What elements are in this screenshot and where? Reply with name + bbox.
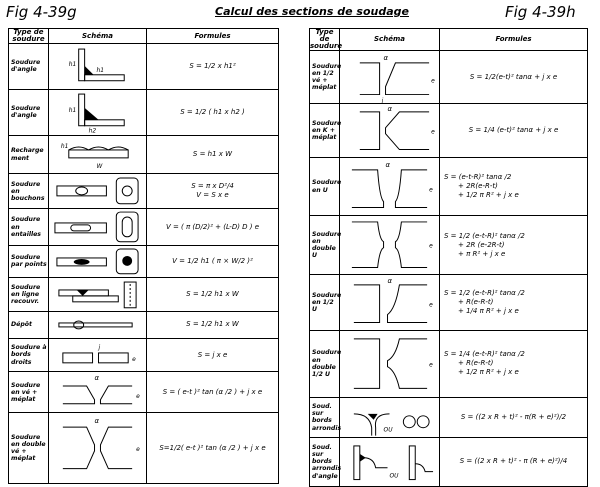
- weld-schema: [49, 44, 147, 90]
- weld-formula: S = 1/2 x h1²: [147, 44, 279, 90]
- spot-weld-diagram: [49, 246, 146, 277]
- table-row: [310, 104, 588, 157]
- svg-text:α: α: [383, 53, 389, 62]
- fillet-weld-diagram: [49, 44, 146, 89]
- weld-schema: [49, 372, 147, 413]
- svg-text:e: e: [136, 446, 140, 454]
- weld-type: Soudure en 1/2 U: [310, 274, 340, 330]
- table-row: [9, 44, 279, 90]
- svg-text:W: W: [96, 162, 103, 170]
- table-row: [310, 157, 588, 215]
- square-butt-weld-diagram: [49, 339, 146, 372]
- svg-text:h1: h1: [60, 142, 69, 150]
- table-row: [9, 135, 279, 174]
- svg-text:e: e: [429, 243, 433, 251]
- svg-text:h1: h1: [68, 106, 77, 114]
- table-header-row: [310, 29, 588, 51]
- weld-schema: [340, 216, 440, 274]
- weld-formula: S = h1 x W: [147, 135, 279, 174]
- fillet-weld-unequal-diagram: [49, 90, 146, 135]
- svg-text:j: j: [98, 343, 101, 351]
- half-v-groove-weld-diagram: [340, 51, 439, 103]
- weld-schema: [340, 274, 440, 330]
- weld-schema: [49, 413, 147, 484]
- weld-formula: S = j x e: [147, 338, 279, 372]
- weld-type: Soudure à bords droits: [9, 338, 49, 372]
- svg-text:e: e: [431, 77, 435, 85]
- table-row: [9, 311, 279, 338]
- table-row: [310, 274, 588, 330]
- flare-corner-weld-diagram: [340, 438, 439, 486]
- table-row: [310, 331, 588, 397]
- weld-schema: [340, 438, 440, 487]
- column-header-schema: Schéma: [49, 29, 147, 44]
- svg-text:j: j: [381, 97, 384, 104]
- weld-schema: [340, 331, 440, 397]
- weld-formula: S = 1/4 (e-t-R)² tanα /2 + R(e-R-t) + 1/2 π R² + j x e: [440, 331, 588, 397]
- weld-type: Soudure en 1/2 vé + méplat: [310, 51, 340, 104]
- weld-schema: [340, 51, 440, 104]
- weld-type: Soudure en entailles: [9, 209, 49, 246]
- svg-text:e: e: [431, 129, 435, 137]
- svg-text:e: e: [429, 186, 433, 194]
- column-header-formulas: Formules: [147, 29, 279, 44]
- double-v-groove-weld-diagram: [49, 413, 146, 483]
- weld-schema: [49, 135, 147, 174]
- svg-text:e: e: [429, 361, 433, 369]
- weld-formula: S = 1/2 (e-t-R)² tanα /2 + 2R (e-2R-t) + π R² + j x e: [440, 216, 588, 274]
- weld-schema: [49, 246, 147, 278]
- half-u-groove-weld-diagram: [340, 275, 439, 330]
- weld-type: Soudure en bouchons: [9, 174, 49, 209]
- weld-schema: [49, 89, 147, 135]
- column-header-schema: Schéma: [340, 29, 440, 51]
- weld-formula: S = ((2 x R + t)² - π (R + e)²)/4: [440, 438, 588, 487]
- weld-type: Soudure en double vé + méplat: [9, 413, 49, 484]
- flare-weld-diagram: [340, 398, 439, 438]
- table-row: [9, 372, 279, 413]
- weld-schema: [49, 277, 147, 311]
- weld-schema: [49, 209, 147, 246]
- weld-formula: V = ( π (D/2)² + (L-D) D ) e: [147, 209, 279, 246]
- weld-schema: [49, 174, 147, 209]
- double-u-groove-weld-diagram: [340, 216, 439, 273]
- weld-formula: S = 1/2(e-t)² tanα + j x e: [440, 51, 588, 104]
- plug-weld-diagram: [49, 174, 146, 208]
- table-row: [310, 397, 588, 438]
- table-row: [9, 174, 279, 209]
- v-groove-weld-diagram: [49, 372, 146, 412]
- weld-type: Soudure en vé + méplat: [9, 372, 49, 413]
- weld-type: Soud. sur bords arrondis d'angle: [310, 438, 340, 487]
- table-row: [9, 338, 279, 372]
- svg-text:α: α: [385, 160, 391, 169]
- double-half-u-groove-weld-diagram: [340, 331, 439, 396]
- svg-text:α: α: [94, 417, 100, 426]
- weld-schema: [340, 104, 440, 157]
- lap-seam-weld-diagram: [49, 278, 146, 311]
- figure-label-left: Fig 4-39g: [6, 3, 77, 21]
- weld-formula: S = (e-t-R)² tanα /2 + 2R(e-R-t) + 1/2 π R² + j x e: [440, 157, 588, 215]
- table-row: [9, 89, 279, 135]
- slot-weld-diagram: [49, 209, 146, 245]
- svg-text:α: α: [387, 105, 393, 114]
- weld-schema: [340, 397, 440, 438]
- weld-formula: V = 1/2 h1 ( π × W/2 )²: [147, 246, 279, 278]
- table-row: [310, 438, 588, 487]
- weld-formula: S = ( e-t )² tan (α /2 ) + j x e: [147, 372, 279, 413]
- k-groove-weld-diagram: [340, 104, 439, 156]
- u-groove-weld-diagram: [340, 158, 439, 215]
- svg-text:e: e: [136, 393, 140, 401]
- weld-formula: S = 1/2 h1 x W: [147, 277, 279, 311]
- right-formula-table: [309, 28, 588, 487]
- buildup-weld-diagram: [49, 136, 146, 174]
- weld-formula: S = 1/4 (e-t)² tanα + j x e: [440, 104, 588, 157]
- weld-formula: S = 1/2 h1 x W: [147, 311, 279, 338]
- table-row: [9, 413, 279, 484]
- svg-text:OU: OU: [389, 472, 399, 480]
- svg-text:α: α: [387, 276, 393, 285]
- table-row: [310, 51, 588, 104]
- page-title: Calcul des sections de soudage: [215, 5, 409, 18]
- table-header-row: [9, 29, 279, 44]
- weld-type: Soudure en ligne recouvr.: [9, 277, 49, 311]
- weld-type: Soud. sur bords arrondis: [310, 397, 340, 438]
- svg-text:α: α: [94, 374, 100, 383]
- column-header-formulas: Formules: [440, 29, 588, 51]
- svg-text:h2: h2: [88, 127, 97, 135]
- svg-text:h1: h1: [68, 60, 77, 68]
- table-row: [9, 246, 279, 278]
- weld-formula: S = π x D²/4 V = S x e: [147, 174, 279, 209]
- weld-schema: [340, 157, 440, 215]
- weld-formula: S = 1/2 ( h1 x h2 ): [147, 89, 279, 135]
- weld-type: Soudure en double 1/2 U: [310, 331, 340, 397]
- weld-type: Dépôt: [9, 311, 49, 338]
- weld-type: Soudure en double U: [310, 216, 340, 274]
- weld-type: Soudure en U: [310, 157, 340, 215]
- table-row: [9, 209, 279, 246]
- table-row: [310, 216, 588, 274]
- weld-formula: S=1/2( e-t )² tan (α /2 ) + j x e: [147, 413, 279, 484]
- column-header-type: Type de soudure: [9, 29, 49, 44]
- weld-type: Soudure par points: [9, 246, 49, 278]
- svg-text:OU: OU: [383, 426, 393, 434]
- weld-type: Recharge ment: [9, 135, 49, 174]
- weld-type: Soudure d'angle: [9, 89, 49, 135]
- weld-schema: [49, 311, 147, 338]
- svg-text:e: e: [429, 301, 433, 309]
- weld-type: Soudure en K + méplat: [310, 104, 340, 157]
- svg-text:h1: h1: [96, 66, 105, 74]
- weld-schema: [49, 338, 147, 372]
- column-header-type: Type de soudure: [310, 28, 343, 50]
- figure-label-right: Fig 4-39h: [505, 3, 576, 21]
- svg-text:e: e: [132, 355, 136, 363]
- deposit-weld-diagram: [49, 312, 146, 338]
- left-formula-table: [8, 28, 279, 484]
- weld-type: Soudure d'angle: [9, 44, 49, 90]
- weld-formula: S = ((2 x R + t)² - π(R + e)²)/2: [440, 397, 588, 438]
- table-row: [9, 277, 279, 311]
- weld-formula: S = 1/2 (e-t-R)² tanα /2 + R(e-R-t) + 1/4 π R² + j x e: [440, 274, 588, 330]
